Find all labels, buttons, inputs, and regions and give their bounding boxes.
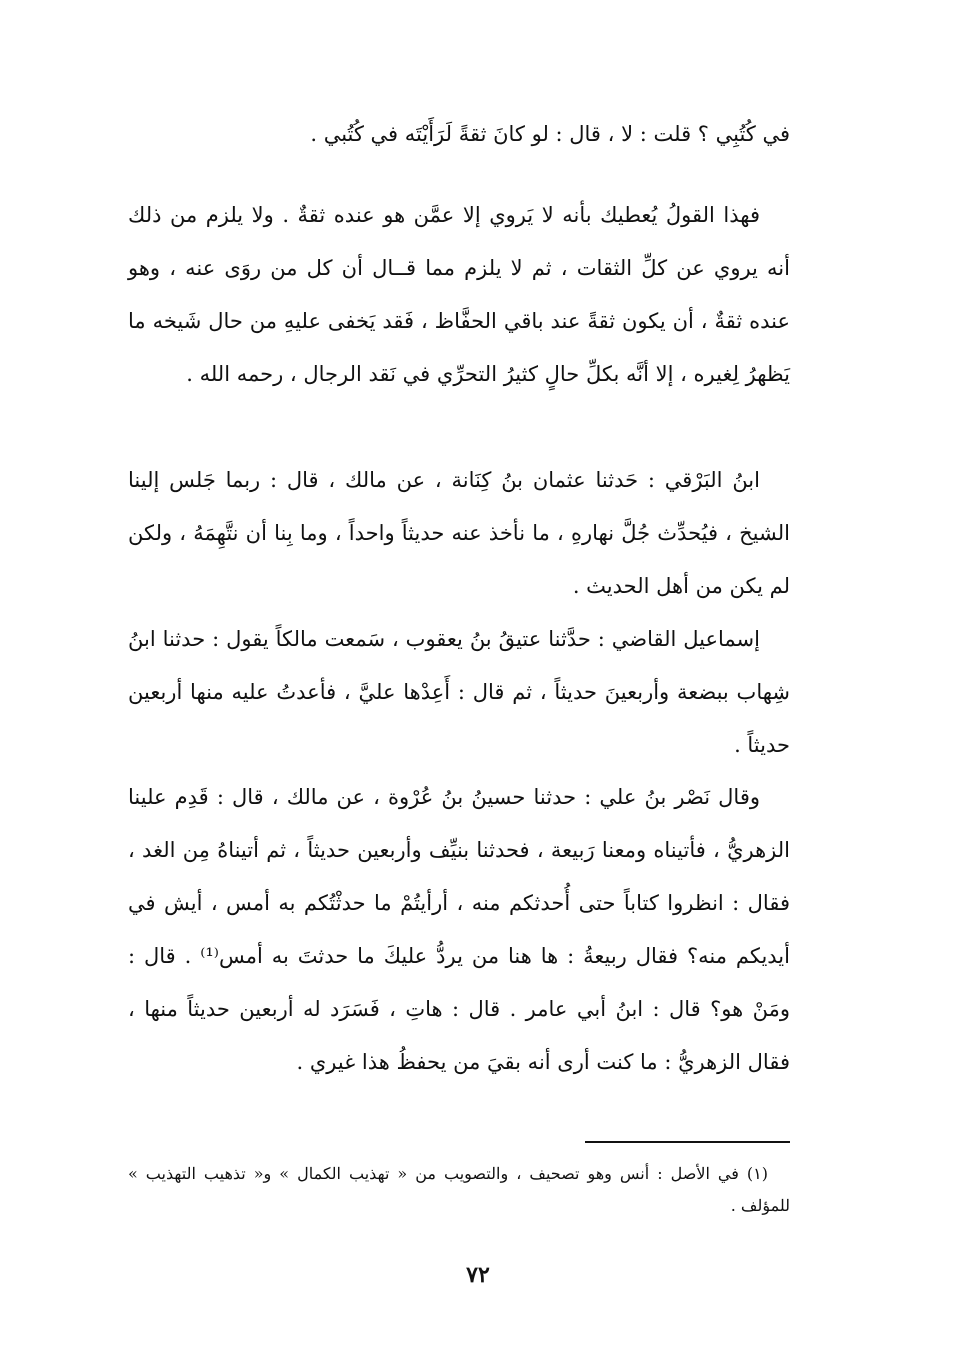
footnote-divider (585, 1141, 790, 1143)
paragraph-text: فهذا القولُ يُعطيك بأنه لا يَروي إلا عمَّن هو عنده ثقةٌ . ولا يلزم من ذلك أنه يروي عن كلِّ الثقات ، ثم لا يلزم مما قــال أن كل من روَى عنه ، وهو عنده ثقةٌ ، أن يكون ثقةً عند باقي الحفَّاظ ، فَقد يَخفى عليهِ من حال شَيخه ما يَظهرُ لِغيره ، إلا أنَّه بكلِّ حالٍ كثيرُ التحرِّي في نَقد الرجال ، رحمه الله . (128, 203, 790, 386)
paragraph-4 (128, 771, 790, 1089)
paragraph-1 (128, 189, 790, 401)
paragraph-text: إسماعيل القاضي : حدَّثنا عتيقُ بنُ يعقوب ، سَمعت مالكاً يقول : حدثنا ابنُ شِهاب ببضعة وأربعينَ حديثاً ، ثم قال : أَعِدْها عليَّ ، فأعدتُ عليه منها أربعين حديثاً . (128, 627, 790, 757)
paragraph-3 (128, 613, 790, 772)
paragraph-text: وقال نَصْر بنُ علي : حدثنا حسينُ بنُ عُرْوة ، عن مالك ، قال : قَدِم علينا الزهريُّ ، فأتيناه ومعنا رَبيعة ، فحدثنا بنيِّف وأربعين حديثاً ، ثم أتيناهُ مِن الغد ، فقال : انظروا كتاباً حتى أُحدثكم منه ، أرأيتُمْ ما حدثْتُكم به أمس ، أيش في أيديكم منه؟ فقال ربيعةُ : ها هنا من يردُّ عليكَ ما حدثتَ به أمس⁽¹⁾ . قال : ومَنْ هو؟ قال : ابنُ أبي عامر . قال : هاتِ ، فَسَرَد له أربعين حديثاً منها ، فقال الزهريُّ : ما كنت أرى أنه بقيَ من يحفظُ هذا غيري . (128, 785, 790, 1074)
paragraph-text: ابنُ البَرْقي : حَدثنا عثمان بنُ كِنَانة ، عن مالك ، قال : ربما جَلس إلينا الشيخ ، فيُحدِّث جُلَّ نهارهِ ، ما نأخذ عنه حديثاً واحداً ، وما بِنا أن نتَّهِمَهُ ، ولكن لم يكن من أهل الحديث . (128, 468, 790, 598)
paragraph-2 (128, 454, 790, 613)
footnote: (١) في الأصل : أنس وهو تصحيف ، والتصويب من « تهذيب الكمال » و« تذهيب التهذيب » للمؤلف . (128, 1164, 790, 1215)
top-line: في كُتُبِي ؟ قلت : لا ، قال : لو كانَ ثقةً لَرَأَيْتَه في كُتُبي . (310, 122, 790, 146)
page-number: ٧٢ (466, 1262, 490, 1288)
